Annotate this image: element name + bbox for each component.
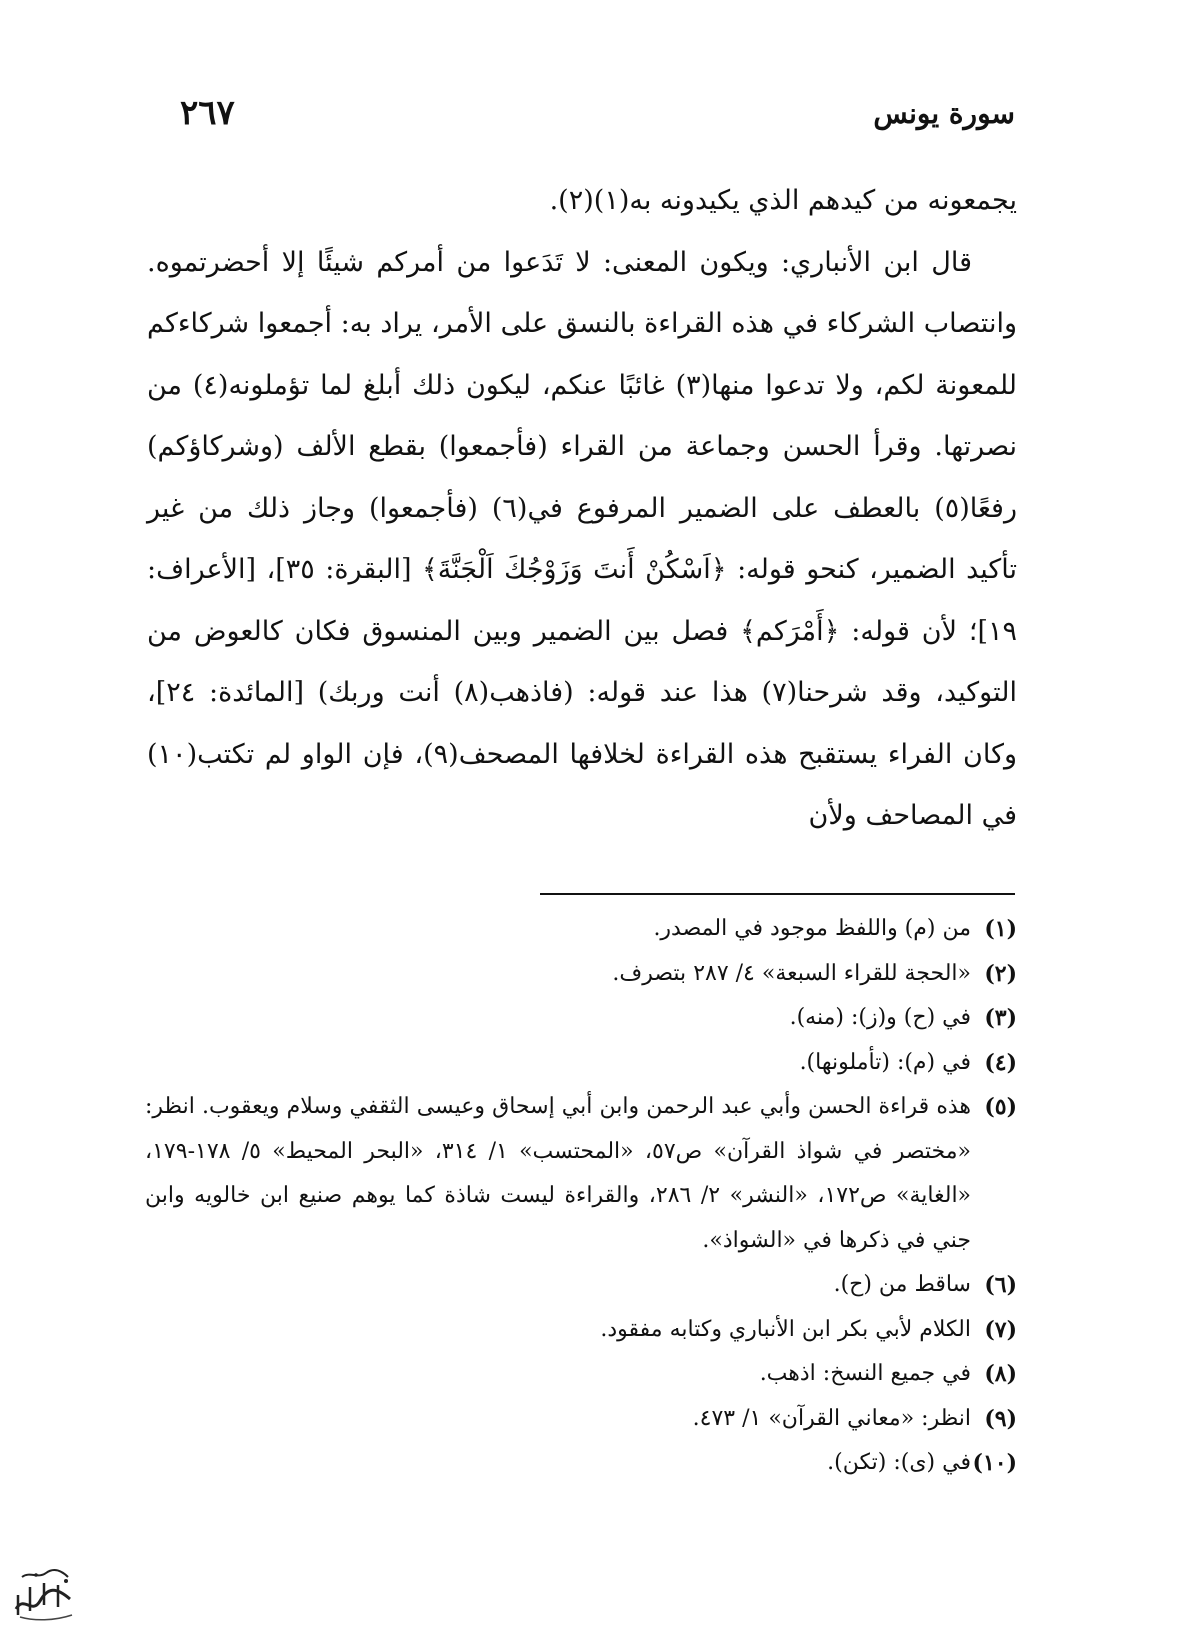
- footnote-2: [145, 952, 1017, 997]
- footnote-text: انظر: «معاني القرآن» ١/ ٤٧٣.: [692, 1405, 971, 1431]
- footnote-10: [145, 1441, 1017, 1486]
- paragraph-2: قال ابن الأنباري: ويكون المعنى: لا تَدَعوا من أمركم شيئًا إلا أحضرتموه. وانتصاب الشركاء في هذه القراءة بالنسق على الأمر، يراد به: أجمعوا شركاءكم للمعونة لكم، ولا تدعوا منها(٣) غائبًا عنكم، ليكون ذلك أبلغ لما تؤملونه(٤) من نصرتها. وقرأ الحسن وجماعة من القراء (فأجمعوا) بقطع الألف (وشركاؤكم) رفعًا(٥) بالعطف على الضمير المرفوع في(٦) (فأجمعوا) وجاز ذلك من غير تأكيد الضمير، كنحو قوله: ﴿اَسْكُنْ أَنتَ وَزَوْجُكَ اَلْجَنَّةَ﴾ [البقرة: ٣٥]، [الأعراف: ١٩]؛ لأن قوله: ﴿أَمْرَكم﴾ فصل بين الضمير وبين المنسوق فكان كالعوض من التوكيد، وقد شرحنا(٧) هذا عند قوله: (فاذهب(٨) أنت وربك) [المائدة: ٢٤]، وكان الفراء يستقبح هذه القراءة لخلافها المصحف(٩)، فإن الواو لم تكتب(١٠) في المصاحف ولأن: [147, 246, 1018, 831]
- surah-title: سورة يونس: [873, 96, 1015, 130]
- footnote-number: (٤): [984, 1049, 1017, 1076]
- footnotes: [145, 907, 1017, 1486]
- footnote-number: (٣): [984, 1005, 1017, 1031]
- footnote-8: [145, 1352, 1017, 1397]
- footnote-text: في (ح) و(ز): (منه).: [789, 1005, 971, 1030]
- footnote-text: الكلام لأبي بكر ابن الأنباري وكتابه مفقود.: [600, 1316, 971, 1342]
- footnote-text: في (ى): (تكن).: [827, 1450, 971, 1475]
- footnote-number: (٦): [984, 1272, 1017, 1298]
- page-number: ٢٦٧: [180, 93, 235, 133]
- footnote-separator: [540, 893, 1015, 895]
- footnote-number: (٥): [984, 1094, 1017, 1120]
- footnote-text: في (م): (تأملونها).: [799, 1049, 971, 1075]
- footnote-text: ساقط من (ح).: [833, 1272, 971, 1297]
- footnote-text: من (م) واللفظ موجود في المصدر.: [653, 916, 971, 941]
- footnote-9: [145, 1397, 1017, 1442]
- footnote-text: هذه قراءة الحسن وأبي عبد الرحمن وابن أبي إسحاق وعيسى الثقفي وسلام ويعقوب. انظر: «مختصر في شواذ القرآن» ص٥٧، «المحتسب» ١/ ٣١٤، «البحر المحيط» ٥/ ١٧٨-١٧٩، «الغاية» ص١٧٢، «النشر» ٢/ ٢٨٦، والقراءة ليست شاذة كما يوهم صنيع ابن خالويه وابن جني في ذكرها في «الشواذ».: [145, 1094, 972, 1253]
- publisher-logo: [10, 1565, 78, 1623]
- footnote-3: [145, 996, 1017, 1041]
- footnote-7: [145, 1308, 1017, 1353]
- footnote-6: [145, 1263, 1017, 1308]
- footnote-text: «الحجة للقراء السبعة» ٤/ ٢٨٧ بتصرف.: [612, 960, 971, 986]
- footnote-number: (١٠): [972, 1450, 1017, 1476]
- footnote-4: [145, 1041, 1017, 1086]
- running-head: [180, 88, 1015, 138]
- paragraph-1: يجمعونه من كيدهم الذي يكيدونه به(١)(٢).: [549, 185, 1017, 216]
- footnote-5: [145, 1085, 1017, 1263]
- footnote-number: (٧): [984, 1316, 1017, 1343]
- footnote-number: (١): [984, 916, 1017, 942]
- footnote-number: (٢): [984, 960, 1017, 987]
- footnote-number: (٨): [984, 1361, 1017, 1387]
- body-text: [147, 170, 1017, 847]
- footnote-text: في جميع النسخ: اذهب.: [759, 1361, 971, 1386]
- footnote-number: (٩): [984, 1405, 1017, 1432]
- footnote-1: [145, 907, 1017, 952]
